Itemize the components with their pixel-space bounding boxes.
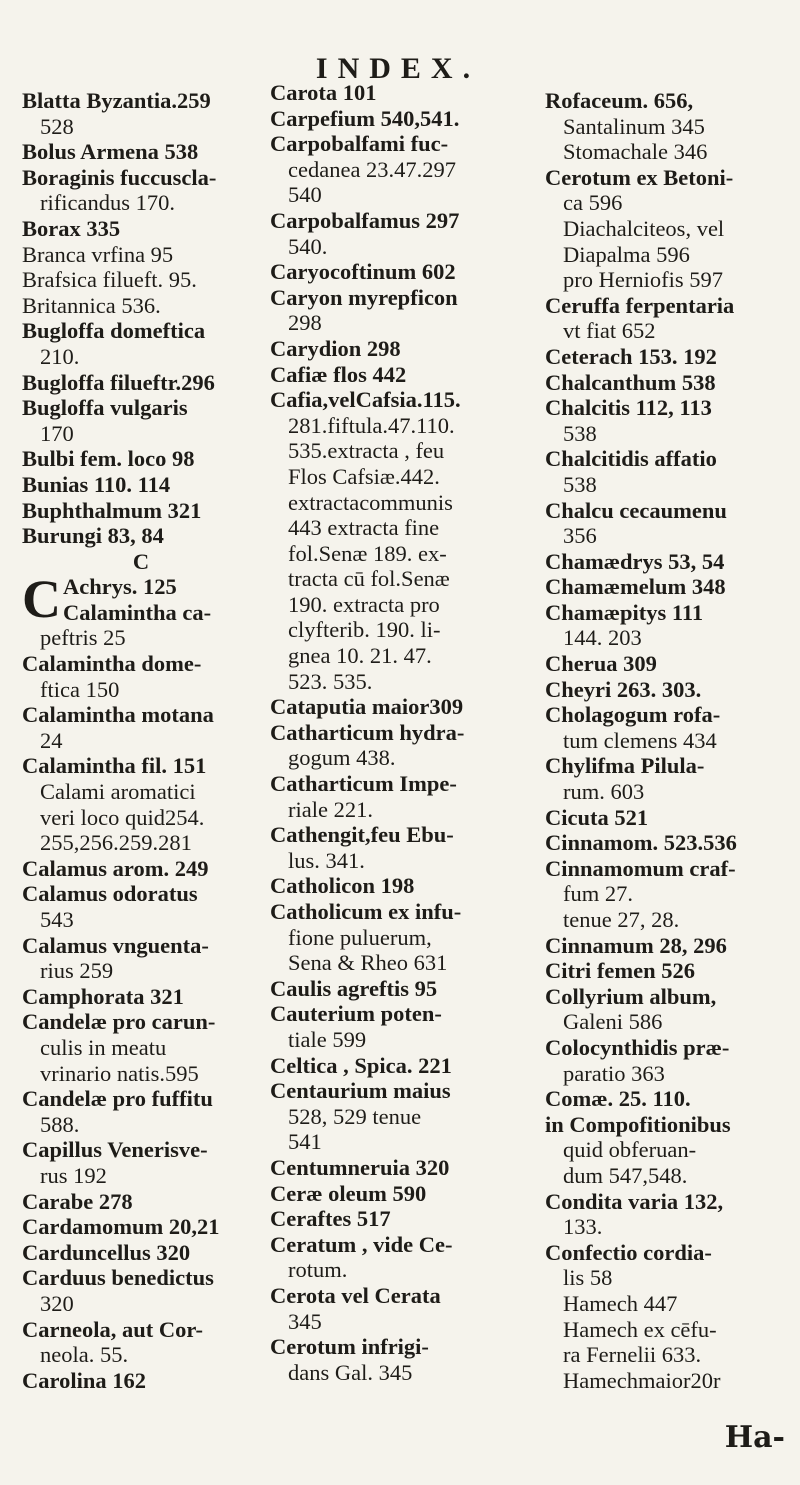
index-entry: Calamintha dome- bbox=[22, 651, 202, 677]
index-entry: veri loco quid254. bbox=[40, 804, 205, 830]
index-entry: rum. 603 bbox=[563, 779, 645, 805]
index-entry: gogum 438. bbox=[288, 745, 396, 771]
index-entry: fum 27. bbox=[563, 881, 633, 907]
index-entry: rotum. bbox=[288, 1257, 348, 1283]
index-entry: Bulbi fem. loco 98 bbox=[22, 446, 195, 472]
index-entry: pro Herniofis 597 bbox=[563, 267, 723, 293]
index-entry: 24 bbox=[40, 727, 63, 753]
index-entry: Caulis agreftis 95 bbox=[270, 975, 438, 1001]
index-entry: Caryon myrepficon bbox=[270, 284, 458, 310]
index-entry: Confectio cordia- bbox=[545, 1239, 712, 1265]
index-entry: fione puluerum, bbox=[288, 924, 432, 950]
index-entry: Hamechmaior20r bbox=[563, 1367, 721, 1393]
index-entry: 210. bbox=[40, 343, 80, 369]
page-header: INDEX. bbox=[315, 52, 481, 85]
index-entry: Diapalma 596 bbox=[563, 241, 690, 267]
index-entry: Carydion 298 bbox=[270, 335, 401, 361]
index-entry: extractacommunis bbox=[288, 489, 453, 515]
index-entry: Cinnamom. 523.536 bbox=[545, 830, 737, 856]
index-entry: 144. 203 bbox=[563, 625, 642, 651]
index-entry: 540. bbox=[288, 233, 328, 259]
index-entry: Ceræ oleum 590 bbox=[270, 1180, 427, 1206]
index-entry: 528 bbox=[40, 113, 74, 139]
index-entry: Calamus vnguenta- bbox=[22, 932, 209, 958]
index-entry: Cardamomum 20,21 bbox=[22, 1214, 220, 1240]
index-entry: 298 bbox=[288, 310, 322, 336]
index-entry: Brafsica filueft. 95. bbox=[22, 267, 197, 293]
index-entry: Calami aromatici bbox=[40, 779, 196, 805]
index-entry: Cheyri 263. 303. bbox=[545, 676, 702, 702]
index-entry: dans Gal. 345 bbox=[288, 1359, 413, 1385]
index-entry: tum clemens 434 bbox=[563, 727, 717, 753]
index-entry: tiale 599 bbox=[288, 1026, 367, 1052]
index-entry: Hamech 447 bbox=[563, 1290, 678, 1316]
index-column-left bbox=[22, 88, 260, 1393]
index-entry: Cerota vel Cerata bbox=[270, 1282, 441, 1308]
index-entry: Branca vrfina 95 bbox=[22, 241, 174, 267]
index-entry: Ceratum , vide Ce- bbox=[270, 1231, 453, 1257]
index-entry: tracta cū fol.Senæ bbox=[288, 566, 450, 592]
index-entry: Boraginis fuccuscla- bbox=[22, 164, 217, 190]
index-entry: 535.extracta , feu bbox=[288, 438, 445, 464]
index-entry: 540 bbox=[288, 182, 322, 208]
index-entry: culis in meatu bbox=[40, 1034, 167, 1060]
index-entry: Carota 101 bbox=[270, 80, 377, 105]
index-entry: Cauterium poten- bbox=[270, 1001, 442, 1027]
index-entry: quid obferuan- bbox=[563, 1137, 697, 1163]
index-entry: tenue 27, 28. bbox=[563, 907, 680, 932]
index-entry: 541 bbox=[288, 1129, 322, 1155]
index-entry: vt fiat 652 bbox=[563, 318, 656, 344]
index-entry: 443 extracta fine bbox=[288, 515, 440, 541]
index-entry: Flos Cafsiæ.442. bbox=[288, 463, 440, 489]
index-entry: Chamæpitys 111 bbox=[545, 599, 704, 625]
index-entry: 170 bbox=[40, 420, 74, 446]
index-entry: Cinnamum 28, 296 bbox=[545, 932, 727, 958]
index-entry: Centaurium maius bbox=[270, 1078, 451, 1104]
index-entry: Bunias 110. 114 bbox=[22, 471, 171, 497]
index-entry: riale 221. bbox=[288, 796, 373, 822]
index-entry: Citri femen 526 bbox=[545, 958, 695, 984]
index-entry: Centumneruia 320 bbox=[270, 1154, 450, 1180]
section-letter: C bbox=[132, 548, 150, 574]
index-entry: Hamech ex cēfu- bbox=[563, 1316, 717, 1342]
index-entry: 190. extracta pro bbox=[288, 591, 440, 617]
index-entry: 538 bbox=[563, 420, 597, 446]
index-entry: Cataputia maior309 bbox=[270, 694, 464, 720]
index-entry: Ceraftes 517 bbox=[270, 1206, 391, 1232]
index-entry: Caryocoftinum 602 bbox=[270, 259, 456, 285]
index-entry: Carolina 162 bbox=[22, 1367, 146, 1393]
index-entry: Collyrium album, bbox=[545, 983, 717, 1009]
index-entry: rus 192 bbox=[40, 1162, 107, 1188]
index-entry: Celtica , Spica. 221 bbox=[270, 1052, 452, 1078]
index-entry: Blatta Byzantia.259 bbox=[22, 88, 211, 113]
index-entry: lis 58 bbox=[563, 1265, 613, 1291]
index-entry: Carabe 278 bbox=[22, 1188, 133, 1214]
index-entry: Ceruffa ferpentaria bbox=[545, 292, 735, 318]
index-entry: Carpobalfami fuc- bbox=[270, 131, 449, 157]
index-entry: Chalcitidis affatio bbox=[545, 446, 717, 472]
index-entry: Carpefium 540,541. bbox=[270, 105, 460, 131]
index-entry: lus. 341. bbox=[288, 847, 365, 873]
index-entry: paratio 363 bbox=[563, 1060, 665, 1086]
index-entry: gnea 10. 21. 47. bbox=[288, 643, 432, 669]
drop-capital: C bbox=[22, 574, 61, 626]
index-entry: 345 bbox=[288, 1308, 322, 1334]
index-entry: fol.Senæ 189. ex- bbox=[288, 540, 447, 566]
index-entry: 281.fiftula.47.110. bbox=[288, 412, 455, 438]
index-entry: peftris 25 bbox=[40, 625, 126, 651]
index-entry: 320 bbox=[40, 1290, 74, 1316]
index-entry: Carduncellus 320 bbox=[22, 1239, 191, 1265]
index-entry: 528, 529 tenue bbox=[288, 1103, 422, 1129]
index-entry: Catharticum hydra- bbox=[270, 719, 465, 745]
index-entry: Chamædrys 53, 54 bbox=[545, 548, 725, 574]
index-entry: vrinario natis.595 bbox=[40, 1060, 199, 1086]
index-entry: rius 259 bbox=[40, 958, 114, 984]
index-entry: Catharticum Impe- bbox=[270, 771, 457, 797]
catchword: Ha- bbox=[724, 1420, 785, 1455]
index-entry: 588. bbox=[40, 1111, 80, 1137]
index-entry: Cicuta 521 bbox=[545, 804, 649, 830]
index-entry: Cherua 309 bbox=[545, 651, 657, 677]
index-entry: Catholicum ex infu- bbox=[270, 899, 462, 924]
index-entry: Bugloffa vulgaris bbox=[22, 395, 188, 421]
index-entry: Cerotum infrigi- bbox=[270, 1334, 429, 1360]
index-entry: Cerotum ex Betoni- bbox=[545, 164, 734, 190]
index-entry: Buphthalmum 321 bbox=[22, 497, 202, 523]
index-entry: Bolus Armena 538 bbox=[22, 139, 199, 165]
index-entry: Chalcu cecaumenu bbox=[545, 497, 727, 523]
index-entry: Burungi 83, 84 bbox=[22, 523, 164, 549]
index-entry: in Compofitionibus bbox=[545, 1111, 731, 1137]
index-entry: Chalcanthum 538 bbox=[545, 369, 716, 395]
index-entry: Rofaceum. 656, bbox=[545, 88, 694, 113]
index-entry: Calamus odoratus bbox=[22, 881, 198, 907]
index-entry: Comæ. 25. 110. bbox=[545, 1086, 691, 1112]
index-entry: 543 bbox=[40, 907, 74, 932]
index-column-right bbox=[545, 88, 785, 1393]
index-entry: Candelæ pro fuffitu bbox=[22, 1086, 213, 1112]
index-entry: cedanea 23.47.297 bbox=[288, 156, 457, 182]
index-entry: 255,256.259.281 bbox=[40, 830, 192, 856]
index-entry: Achrys. 125 bbox=[63, 574, 177, 600]
index-entry: Calamus arom. 249 bbox=[22, 855, 209, 881]
index-entry: Ceterach 153. 192 bbox=[545, 343, 717, 369]
index-entry: ca 596 bbox=[563, 190, 623, 216]
index-entry: Catholicon 198 bbox=[270, 873, 415, 899]
index-entry: Calamintha motana bbox=[22, 702, 214, 728]
index-entry: Cholagogum rofa- bbox=[545, 702, 721, 728]
index-entry: Carpobalfamus 297 bbox=[270, 207, 460, 233]
index-entry: 133. bbox=[563, 1214, 603, 1240]
index-entry: neola. 55. bbox=[40, 1342, 129, 1368]
index-entry: dum 547,548. bbox=[563, 1162, 688, 1188]
index-entry: ra Fernelii 633. bbox=[563, 1342, 702, 1368]
index-entry: Camphorata 321 bbox=[22, 983, 184, 1009]
index-entry: ftica 150 bbox=[40, 676, 120, 702]
index-entry: Bugloffa domeftica bbox=[22, 318, 206, 344]
index-entry: Carneola, aut Cor- bbox=[22, 1316, 204, 1342]
index-entry: Candelæ pro carun- bbox=[22, 1009, 216, 1035]
index-entry: Galeni 586 bbox=[563, 1009, 663, 1035]
index-entry: Chamæmelum 348 bbox=[545, 574, 726, 600]
index-column-middle bbox=[270, 80, 508, 1385]
index-entry: Cinnamomum craf- bbox=[545, 855, 736, 881]
index-entry: Sena & Rheo 631 bbox=[288, 950, 448, 976]
index-entry: Cafiæ flos 442 bbox=[270, 361, 407, 387]
index-entry: Calamintha ca- bbox=[63, 599, 212, 625]
index-entry: Chalcitis 112, 113 bbox=[545, 395, 712, 421]
index-entry: Capillus Venerisve- bbox=[22, 1137, 208, 1163]
index-entry: clyfterib. 190. li- bbox=[288, 617, 441, 643]
index-entry: Borax 335 bbox=[22, 215, 121, 241]
index-entry: 538 bbox=[563, 471, 597, 497]
index-entry: Cafia,velCafsia.115. bbox=[270, 387, 461, 413]
index-entry: Carduus benedictus bbox=[22, 1265, 214, 1291]
index-entry: Santalinum 345 bbox=[563, 113, 705, 139]
index-entry: Bugloffa filueftr.296 bbox=[22, 369, 215, 395]
dropcap-entry bbox=[22, 574, 260, 625]
index-entry: rificandus 170. bbox=[40, 190, 175, 216]
index-entry: 356 bbox=[563, 523, 597, 549]
index-entry: Condita varia 132, bbox=[545, 1188, 724, 1214]
index-entry: 523. 535. bbox=[288, 668, 373, 694]
index-entry: Stomachale 346 bbox=[563, 139, 708, 165]
index-entry: Diachalciteos, vel bbox=[563, 215, 725, 241]
index-entry: Chylifma Pilula- bbox=[545, 753, 705, 779]
index-entry: Britannica 536. bbox=[22, 292, 161, 318]
index-entry: Calamintha fil. 151 bbox=[22, 753, 207, 779]
index-entry: Cathengit,feu Ebu- bbox=[270, 822, 454, 848]
index-entry: Colocynthidis præ- bbox=[545, 1034, 730, 1060]
